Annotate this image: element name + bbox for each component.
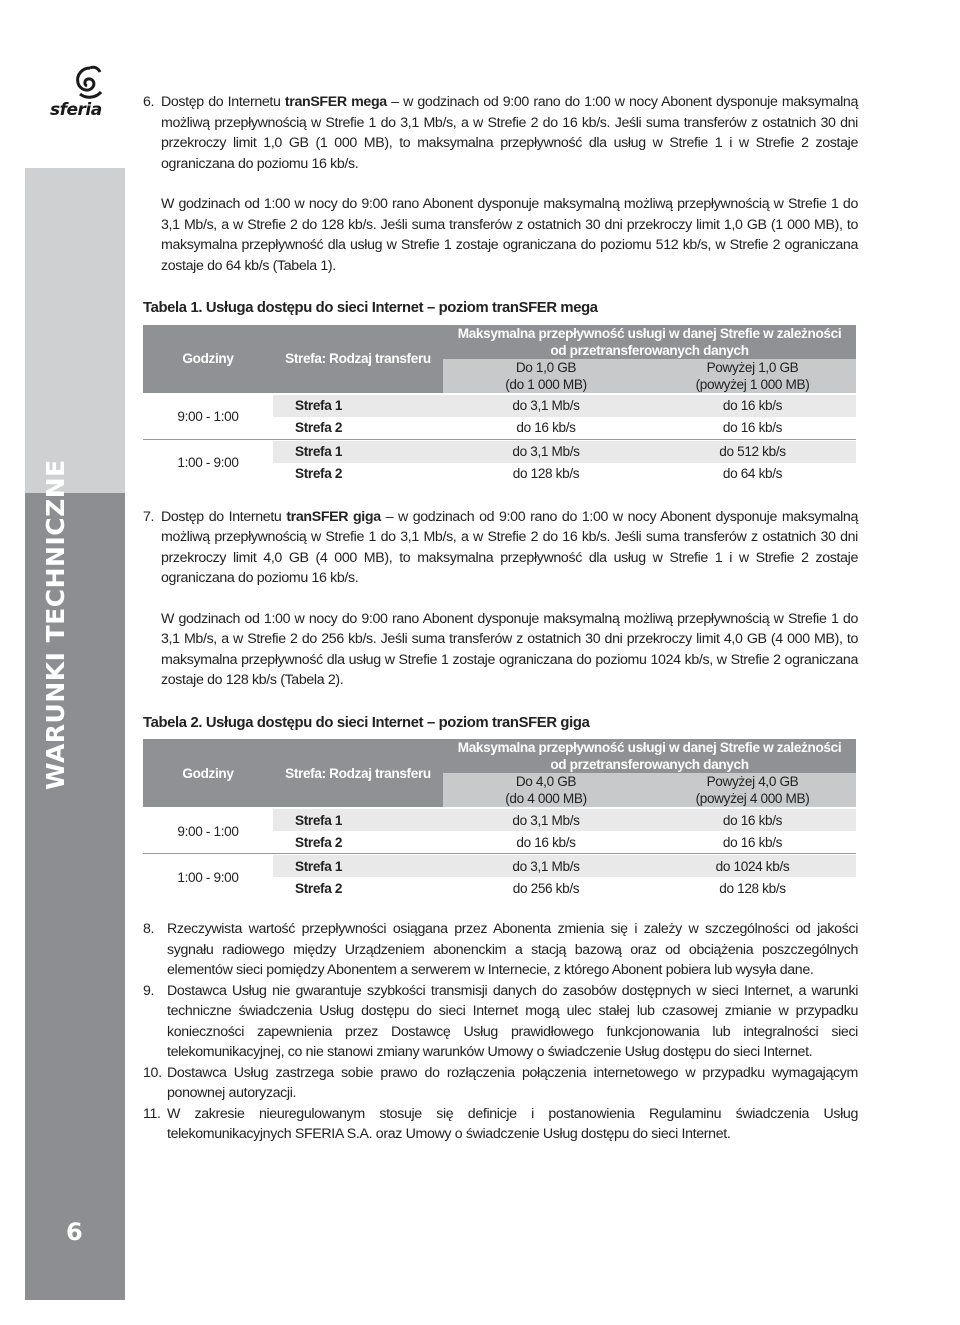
list-item-11 <box>143 1104 858 1145</box>
header-sub-line: (do 4 000 MB) <box>505 791 587 806</box>
item-number: 11. <box>143 1105 161 1122</box>
value-cell: do 16 kb/s <box>649 809 856 831</box>
item-text: W zakresie nieuregulowanym stosuje się definicje i postanowienia Regulaminu świadczenia Usług telekomunikacyjnych SFERIA S.A. oraz Umowy o świadczenie Usług dostępu do sieci Internet. <box>167 1105 858 1142</box>
zone-cell: Strefa 2 <box>273 463 443 485</box>
time-cell: 9:00 - 1:00 <box>143 395 273 439</box>
value-cell: do 128 kb/s <box>649 877 856 899</box>
table-caption: Tabela 2. Usługa dostępu do sieci Internet – poziom tranSFER giga <box>143 714 590 731</box>
header-max-line: Maksymalna przepływność usługi w danej Strefie w zależności <box>457 325 842 341</box>
header-max-line: od przetransferowanych danych <box>550 342 749 358</box>
speed-table-giga <box>143 739 856 899</box>
header-zone: Strefa: Rodzaj transferu <box>273 325 443 393</box>
item-number: 7. <box>143 508 155 525</box>
header-sub-line: Powyżej 1,0 GB <box>706 359 799 375</box>
header-sub-line: Powyżej 4,0 GB <box>706 774 799 789</box>
item-number: 6. <box>143 94 155 110</box>
item-text <box>161 92 858 174</box>
final-items <box>143 919 858 1145</box>
header-zone: Strefa: Rodzaj transferu <box>273 739 443 807</box>
value-cell: do 1024 kb/s <box>649 855 856 877</box>
value-cell: do 64 kb/s <box>649 463 856 485</box>
item-number: 10. <box>143 1064 162 1081</box>
header-max <box>443 325 856 359</box>
value-cell: do 3,1 Mb/s <box>443 809 649 831</box>
value-cell: do 128 kb/s <box>443 463 649 485</box>
page-number: 6 <box>66 1218 83 1246</box>
value-cell: do 16 kb/s <box>649 395 856 417</box>
list-item-6 <box>143 92 858 174</box>
sidebar-section-tab <box>25 493 125 1300</box>
header-time: Godziny <box>143 325 273 393</box>
value-cell: do 3,1 Mb/s <box>443 855 649 877</box>
header-sub-line: (powyżej 1 000 MB) <box>695 376 810 392</box>
time-cell: 9:00 - 1:00 <box>143 809 273 853</box>
value-cell: do 3,1 Mb/s <box>443 441 649 463</box>
header-sub-line: (powyżej 4 000 MB) <box>695 791 810 806</box>
header-max-line: od przetransferowanych danych <box>550 757 749 772</box>
list-item-7 <box>143 507 858 589</box>
item-text: Dostawca Usług zastrzega sobie prawo do rozłączenia połączenia internetowego w przypadku wymagającym ponownej autoryzacji. <box>167 1064 858 1101</box>
table-caption: Tabela 1. Usługa dostępu do sieci Internet – poziom tranSFER mega <box>143 300 598 316</box>
night-paragraph: W godzinach od 1:00 w nocy do 9:00 rano Abonent dysponuje maksymalną możliwą przepływnością w Strefie 1 do 3,1 Mb/s, a w Strefie 2 do 256 kb/s. Jeśli suma transferów z ostatnich 30 dni przekroczy limit 4,0 GB (4 000 MB), to maksymalna przepływność dla usług w Strefie 1 zostaje ograniczana do poziomu 1024 kb/s, w Strefie 2 ograniczana zostaje do 128 kb/s (Tabela 2). <box>161 610 858 688</box>
sferia-logo <box>50 64 130 124</box>
header-sub-line: Do 1,0 GB <box>515 359 577 375</box>
item-text <box>161 507 858 589</box>
document-body <box>143 92 858 1145</box>
value-cell: do 3,1 Mb/s <box>443 395 649 417</box>
list-item-8 <box>143 919 858 981</box>
header-sub-1 <box>443 359 649 393</box>
value-cell: do 256 kb/s <box>443 877 649 899</box>
night-paragraph: W godzinach od 1:00 w nocy do 9:00 rano Abonent dysponuje maksymalną możliwą przepływnością w Strefie 1 do 3,1 Mb/s, a w Strefie 2 do 128 kb/s. Jeśli suma transferów z ostatnich 30 dni przekroczy limit 1,0 GB (1 000 MB), to maksymalna przepływność dla usług w Strefie 1 zostaje ograniczana do poziomu 512 kb/s, w Strefie 2 ograniczana zostaje do 64 kb/s (Tabela 1). <box>161 196 858 274</box>
value-cell: do 512 kb/s <box>649 441 856 463</box>
item-text: Rzeczywista wartość przepływności osiągana przez Abonenta zmienia się i zależy w szczególności od jakości sygnału radiowego między Urządzeniem abonenckim a stacją bazową oraz od obciążenia poszczególnych elementów sieci pomiędzy Abonentem a serwerem w Internecie, z którego Abonent pobiera lub wysyła dane. <box>167 921 858 978</box>
logo-swirl-icon <box>70 64 110 104</box>
section-title-vertical: WARUNKI TECHNICZNE <box>41 459 70 790</box>
header-sub-1 <box>443 773 649 807</box>
zone-cell: Strefa 2 <box>273 417 443 439</box>
zone-cell: Strefa 1 <box>273 809 443 831</box>
header-max <box>443 739 856 773</box>
speed-table-mega <box>143 325 856 485</box>
item-number: 9. <box>143 982 155 999</box>
header-max-line: Maksymalna przepływność usługi w danej Strefie w zależności <box>457 740 842 755</box>
item-number: 8. <box>143 921 155 937</box>
zone-cell: Strefa 1 <box>273 855 443 877</box>
header-sub-line: (do 1 000 MB) <box>505 376 587 392</box>
value-cell: do 16 kb/s <box>443 831 649 853</box>
zone-cell: Strefa 1 <box>273 395 443 417</box>
item-text-part: Dostęp do Internetu <box>161 508 287 525</box>
time-cell: 1:00 - 9:00 <box>143 441 273 485</box>
header-time: Godziny <box>143 739 273 807</box>
product-name: tranSFER giga <box>286 508 381 525</box>
zone-cell: Strefa 2 <box>273 877 443 899</box>
zone-cell: Strefa 1 <box>273 441 443 463</box>
item-text-part: – w godzinach od 9:00 rano do 1:00 w nocy Abonent dysponuje maksymalną możliwą przepływnością w Strefie 1 do 3,1 Mb/s, a w Strefie 2 do 16 kb/s. Jeśli suma transferów z ostatnich 30 dni przekroczy limit 4,0 GB (4 000 MB), to maksymalna przepływność dla usług w Strefie 1 i w Strefie 2 zostaje ograniczana do poziomu 16 kb/s. <box>161 508 858 586</box>
value-cell: do 16 kb/s <box>649 831 856 853</box>
header-sub-2 <box>649 773 856 807</box>
logo-wordmark: sferia <box>50 100 102 120</box>
product-name: tranSFER mega <box>284 94 387 110</box>
list-item-10 <box>143 1063 858 1104</box>
header-sub-2 <box>649 359 856 393</box>
value-cell: do 16 kb/s <box>649 417 856 439</box>
header-sub-line: Do 4,0 GB <box>515 774 577 789</box>
time-cell: 1:00 - 9:00 <box>143 855 273 899</box>
item-text-part: – w godzinach od 9:00 rano do 1:00 w nocy Abonent dysponuje maksymalną możliwą przepływnością w Strefie 1 do 3,1 Mb/s, a w Strefie 2 do 16 kb/s. Jeśli suma transferów z ostatnich 30 dni przekroczy limit 1,0 GB (1 000 MB), to maksymalna przepływność dla usług w Strefie 1 i w Strefie 2 zostaje ograniczana do poziomu 16 kb/s. <box>161 94 859 172</box>
value-cell: do 16 kb/s <box>443 417 649 439</box>
item-text: Dostawca Usług nie gwarantuje szybkości transmisji danych do zasobów dostępnych w sieci Internet, a warunki techniczne świadczenia Usług dostępu do sieci Internet mogą ulec stałej lub czasowej zmianie w przypadku konieczności zapewnienia przez Dostawcę Usług prawidłowego funkcjonowania lub integralności sieci telekomunikacyjnej, co nie stanowi zmiany warunków Umowy o świadczenie Usług dostępu do sieci Internet. <box>167 982 858 1060</box>
zone-cell: Strefa 2 <box>273 831 443 853</box>
list-item-9 <box>143 981 858 1063</box>
item-text-part: Dostęp do Internetu <box>161 94 285 110</box>
